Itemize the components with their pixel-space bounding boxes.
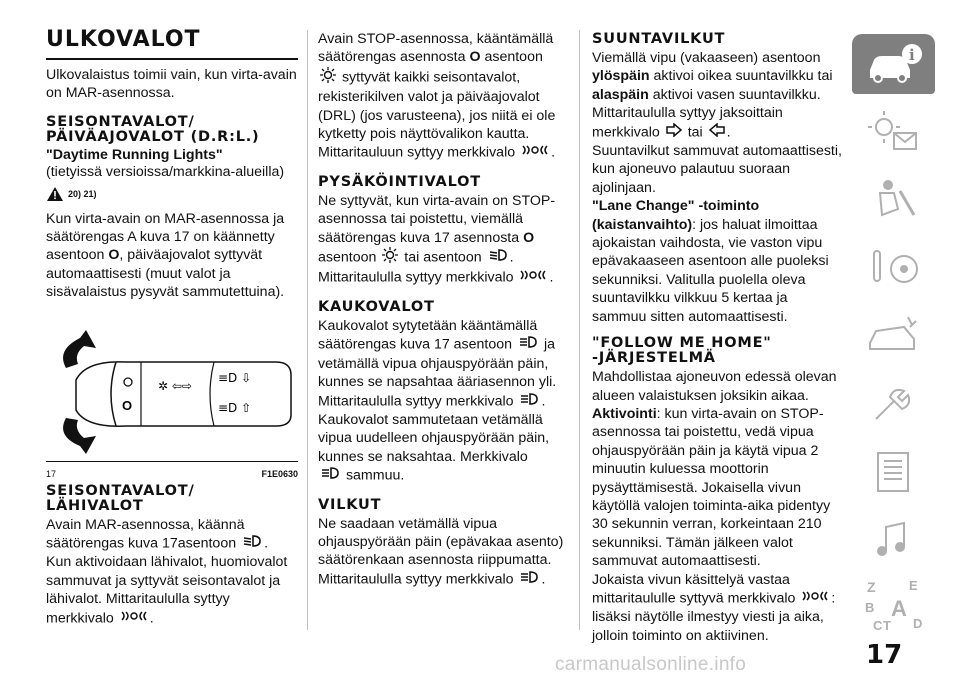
left-turn-arrow-icon — [709, 123, 725, 142]
column-1 — [46, 28, 298, 628]
column-2 — [318, 30, 566, 589]
figure-caption: 17 F1E0630 — [46, 461, 298, 483]
low-beam-text-2: Kun aktivoidaan lähivalot, huomiovalot sammuvat ja syttyvät seisontavalot ja lähivalot. Mittaritaululla syttyy merkkivalo . — [46, 554, 288, 627]
emergency-car-icon — [864, 311, 924, 361]
key-steering-icon — [864, 243, 924, 293]
tab-index[interactable] — [852, 574, 935, 634]
low-beam-text-1: Avain MAR-asennossa, käännä säätörengas kuva 17asentoon . — [46, 516, 269, 552]
parking-text: Ne syttyvät, kun virta-avain on STOP-asennossa tai poistettu, viemällä säätörengas kuva 17 asennosta O asentoon tai asentoon . Mittaritaululla syttyy merkkivalo . — [318, 192, 556, 286]
svg-text:✲ ⇦⇨: ✲ ⇦⇨ — [158, 378, 192, 393]
stalk-figure — [46, 320, 298, 480]
section-heading-low-beam: SEISONTAVALOT/ LÄHIVALOT — [46, 482, 195, 514]
maintenance-icon — [864, 379, 924, 429]
low-beam-icon — [242, 534, 262, 553]
svg-text:C: C — [872, 618, 882, 632]
tab-safety[interactable] — [852, 170, 935, 230]
sidelight-icon — [320, 67, 336, 88]
high-beam-icon — [519, 570, 539, 589]
section-heading-drl: SEISONTAVALOT/ PÄIVÄAJOVALOT (D.R:L.) — [46, 113, 260, 145]
tab-starting-driving[interactable] — [852, 238, 935, 298]
tab-multimedia[interactable] — [852, 510, 935, 570]
position-lights-icon — [120, 609, 148, 628]
warning-lights-icon — [864, 107, 924, 157]
tab-emergency[interactable] — [852, 306, 935, 366]
turn-signal-text: Viemällä vipu (vakaaseen) asentoon ylöspäin aktivoi oikea suuntavilkku tai alaspäin aktivoi vasen suuntavilkku. Mittaritaululla syttyy jaksoittain merkkivalo tai . — [592, 50, 833, 141]
high-beam-icon — [519, 392, 539, 411]
turn-signal-auto-off: Suuntavilkut sammuvat automaattisesti, kun ajoneuvo palautuu suoraan ajolinjaan. — [592, 143, 842, 196]
svg-text:≡D ⇧: ≡D ⇧ — [218, 400, 252, 415]
stop-text: Avain STOP-asennossa, kääntämällä säätörengas asennosta O asentoon syttyvät kaikki seisontavalot, rekisterikilven valot ja päiväajovalot (DRL) (jos varusteena), jos niitä ei ole kytketty pois näyttövalikon kautta. Mittaritauluun syttyy merkkivalo . — [318, 31, 556, 161]
position-lights-icon — [521, 143, 549, 162]
svg-text:B: B — [864, 600, 874, 615]
drl-subtitle: "Daytime Running Lights" — [46, 146, 223, 163]
column-divider-2 — [579, 30, 580, 630]
svg-text:D: D — [912, 616, 922, 631]
section-heading-flash: VILKUT — [318, 496, 382, 513]
follow-me-home-intro: Mahdollistaa ajoneuvon edessä olevan alueen valaistuksen joksikin aikaa. — [592, 369, 837, 404]
flash-text: Ne saadaan vetämällä vipua ohjauspyörään päin (epävakaa asento) säätörenkaan asennosta riippumatta. Mittaritaululla syttyy merkkivalo . — [318, 515, 564, 588]
column-3 — [592, 28, 842, 645]
car-info-icon — [864, 42, 924, 86]
light-stalk-illustration — [46, 320, 298, 456]
position-lights-icon — [801, 589, 829, 608]
svg-text:T: T — [882, 618, 891, 632]
warning-triangle-icon — [46, 186, 64, 202]
safety-icon — [864, 175, 924, 225]
svg-text:≡D ⇩: ≡D ⇩ — [218, 370, 252, 385]
drl-text: Kun virta-avain on MAR-asennossa ja säätörengas A kuva 17 on käännetty asentoon O, päiväajovalot syttyvät automaattisesti (muut valot ja sisävalaistus pysyvät sammutettuina). — [46, 210, 285, 301]
sidelight-icon — [382, 247, 398, 268]
low-beam-icon — [488, 248, 508, 267]
tab-technical-data[interactable] — [852, 442, 935, 502]
drl-note: (tietyissä versioissa/markkina-alueilla) — [46, 163, 285, 180]
position-lights-icon — [519, 268, 547, 287]
multimedia-icon — [864, 515, 924, 565]
high-beam-icon — [518, 335, 538, 354]
svg-text:E: E — [908, 578, 918, 593]
svg-text:A: A — [890, 596, 907, 621]
column-divider-1 — [307, 30, 308, 630]
page-title: ULKOVALOT — [46, 28, 298, 60]
intro-text: Ulkovalaistus toimii vain, kun virta-avain on MAR-asennossa. — [46, 67, 297, 102]
svg-text:Z: Z — [866, 579, 876, 595]
tab-maintenance[interactable] — [852, 374, 935, 434]
right-turn-arrow-icon — [666, 123, 682, 142]
section-heading-turn-signals: SUUNTAVILKUT — [592, 31, 726, 47]
high-beam-text: Kaukovalot sytytetään kääntämällä säätörengas kuva 17 asentoon ja vetämällä vipua ohjauspyörään päin, kunnes se napsahtaa ääriasennon yli. Mittaritaululla syttyy merkkivalo . Kaukovalot sammutetaan vetämällä vipua uudelleen ohjauspyörään päin, kunnes se naksahtaa. Merkkivalo sammuu. — [318, 317, 557, 484]
follow-me-home-activation: Aktivointi: kun virta-avain on STOP-asennossa tai poistettu, vedä vipua ohjauspyörään päin ja käytä vipua 2 minuutin kuluessa moottorin pysäyttämisestä. Jokaisella vivun käytöllä valojen toiminta-aika pidentyy 30 sekunnin verran, korkeintaan 210 sekunniksi. Tämän jälkeen valot sammuvat automaattisesti. — [592, 405, 831, 570]
svg-text:i: i — [908, 46, 915, 64]
tab-vehicle-info[interactable] — [852, 34, 935, 94]
section-heading-parking: PYSÄKÖINTIVALOT — [318, 173, 481, 190]
section-heading-high-beam: KAUKOVALOT — [318, 298, 435, 315]
high-beam-icon — [320, 466, 340, 485]
tab-warning-lights[interactable] — [852, 102, 935, 162]
section-heading-follow-me-home: "FOLLOW ME HOME" -JÄRJESTELMÄ — [592, 335, 772, 367]
follow-me-home-indicator: Jokaista vivun käsittelyä vastaa mittaritaululle syttyvä merkkivalo : lisäksi näytölle ilmestyy viesti ja aika, jolloin toiminto on aktiivinen. — [592, 571, 836, 644]
page-number: 17 — [866, 640, 903, 670]
watermark: carmanualsonline.info — [555, 654, 747, 675]
technical-data-icon — [864, 447, 924, 497]
chapter-sidebar — [852, 34, 935, 634]
index-letters-icon — [859, 576, 929, 632]
warning-reference: 20) 21) — [46, 185, 298, 203]
svg-text:O: O — [122, 397, 133, 413]
lane-change-text: "Lane Change" -toiminto (kaistanvaihto): jos haluat ilmoittaa ajokaistan vaihdosta, vie vaston vipu epävakaaseen asentoon alle puoleksi sekunniksi. Valitulla puolella oleva suuntavilkku vilkkuu 5 kertaa ja sammuu sitten automaattisesti. — [592, 198, 829, 325]
